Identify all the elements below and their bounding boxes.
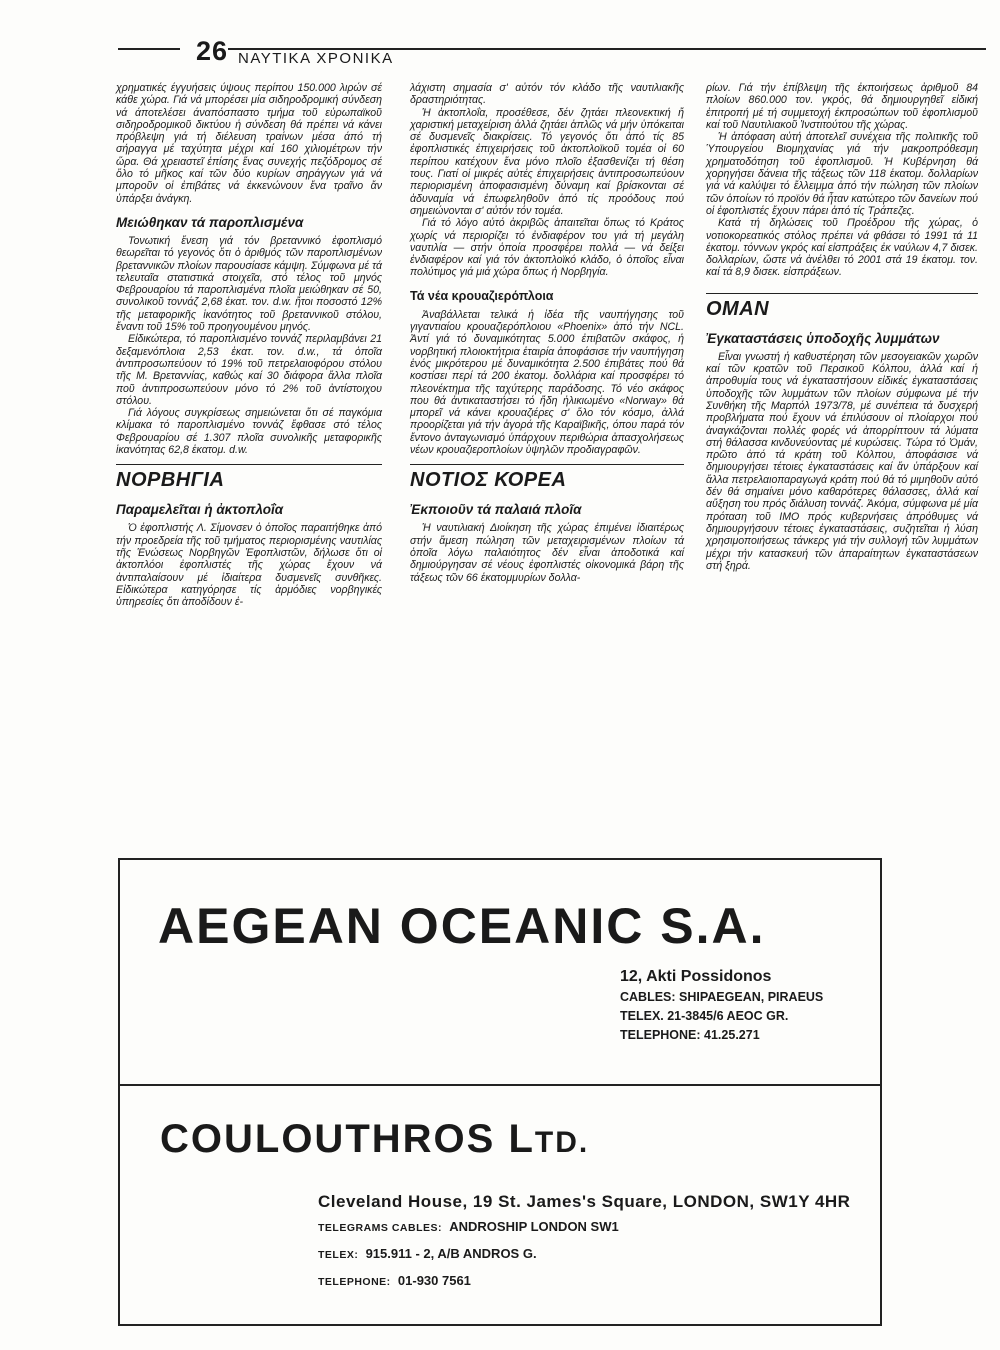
paragraph: ρίων. Γιά τήν ἐπίβλεψη τῆς ἐκποιήσεως ἀριθμοῦ 84 πλοίων 860.000 τον. γκρός, θά δημιουργηθεῖ εἰδική ἐπιτροπή μέ τή συμμετοχή ἐκπροσώπων τοῦ ἐφοπλισμοῦ καί τοῦ Ναυτιλιακοῦ Ἰνστιτούτου τῆς χώρας.: [706, 82, 978, 131]
country-heading: ΝΟΡΒΗΓΙΑ: [116, 464, 382, 492]
ad-telex: TELEX: 915.911 - 2, A/B ANDROS G.: [318, 1246, 537, 1261]
section-heading: Μειώθηκαν τά παροπλισμένα: [116, 214, 304, 230]
country-heading: ΝΟΤΙΟΣ ΚΟΡΕΑ: [410, 464, 684, 492]
article-column-2: [410, 82, 684, 584]
ad-address: Cleveland House, 19 St. James's Square, LONDON, SW1Y 4HR: [318, 1192, 851, 1211]
advertisement-box: [118, 858, 882, 1326]
ad-cables: CABLES: SHIPAEGEAN, PIRAEUS: [620, 990, 824, 1004]
ad-divider: [120, 1084, 880, 1086]
paragraph: Ἀναβάλλεται τελικά ἡ ἰδέα τῆς ναυπήγησης τοῦ γιγαντιαίου κρουαζιερόπλοιου «Phoenix» ἀπό τήν NCL. Ἀντί γιά τό δυναμικότητας 5.000 ἐπιβατῶν σκάφος, ἡ νορβητική πλοιοκτήτρια ἑταιρία ἀποφάσισε τήν ναυπήγηση ἑνός μικρότερου μέ δυναμικότητα 2.500 ἐπιβάτες πού θά κοστίσει περί τά 200 ἑκατομ. δολλάρια καί προσφέρει τό πλεονέκτημα τῆς ταχύτερης παράδοσης. Τό νέο σκάφος που θά ἀντικαταστήσει τό ἤδη ἡλικιωμένο «Norway» θά μπορεῖ νά κάνει κρουαζιέρες σ' ὅλο τόν κόσμο, ἀλλά προορίζεται γιά τήν ἀγορά τῆς Καραϊβικῆς, όπου παρά τόν ἔντονο ἀνταγωνισμό ὑπάρχουν περιθώρια ἀπασχολήσεως νέων κρουαζιεροπλοίων ὑψηλῶν προδιαγραφῶν.: [410, 308, 684, 457]
paragraph: λάχιστη σημασία σ' αὐτόν τόν κλάδο τῆς ναυτιλιακῆς δραστηριότητας.: [410, 82, 684, 107]
ltd-mark: LTD.: [508, 1117, 590, 1161]
paragraph: Ὁ ἐφοπλιστής Λ. Σίμονσεν ὁ ὁποῖος παραιτήθηκε ἀπό τήν προεδρεία τῆς τοῦ τμήματος περιορισμένης ναυτιλίας τῆς Ἑνώσεως Νορβηγῶν Ἐφοπλιστῶν, δήλωσε ὅτι οἱ ἀκτοπλόοι ἐφοπλιστές τῆς χώρας ἔχουν νά ἀντιπαλαίσουν μέ ἰδιαίτερα δυσμενεῖς συνθῆκες. Εἰδικώτερα κατηγόρησε τίς ἁρμόδιες νορβηγικές ὑπηρεσίες ὅτι ἀποδίδουν ἐ-: [116, 522, 382, 609]
coulouthros-contact: [318, 1190, 850, 1295]
paragraph: χρηματικές έγγυήσεις ύψους περίπου 150.000 λιρών σέ κάθε χώρα. Γιά νά μπορέσει μία σιδηροδρομική σύνδεση νά άποτελέσει άναπόσπαστο τμήμα τοῦ εὐρωπαϊκοῦ σιδηροδρομικοῦ δικτύου ἡ σύνδεση θά πρέπει νά κάνει πρόβλεψη γιά τή διέλευση τραίνων μέσα άπό τή σήραγγα μέ ταχύτητα μέχρι καί 160 χιλιομέτρων τήν ὥρα. Θά χρειαστεῖ ἐπίσης ἕνας συνεχής πεζόδρομος σέ ὅλο τό μῆκος καί τῶν δύο κυρίων σηράγγων γιά νά μποροῦν οἱ ἐπιβάτες νά ἐκκενώνουν ἕνα τραῖνο ἄν ὑπάρξει ἀνάγκη.: [116, 82, 382, 205]
paragraph: Γιά τό λόγο αὐτό ἀκριβῶς ἀπαιτεῖται ὅπως τό Κράτος χωρίς νά περιορίζει τό ἐνδιαφέρον του γιά τή μεγάλη ναυτιλία — στήν ὁποία προσφέρει πολλά — νά δείξει ἐνδιαφέρον καί γιά τόν ἀκτοπλοϊκό κλάδο, ὁ ὁποῖος εἶναι πολύτιμος γιά μιά χώρα ὅπως ἡ Νορβηγία.: [410, 217, 684, 279]
section-heading: Τά νέα κρουαζιερόπλοια: [410, 288, 554, 303]
section-heading: Ἐγκαταστάσεις ὑποδοχῆς λυμμάτων: [706, 330, 940, 346]
magazine-title: ΝΑΥΤΙΚΑ ΧΡΟΝΙΚΑ: [238, 50, 394, 67]
ad-telephone: TELEPHONE: 41.25.271: [620, 1028, 760, 1042]
aegean-oceanic-contact: [620, 966, 823, 1045]
article-column-1: [116, 82, 382, 608]
ad-telegrams: TELEGRAMS CABLES: ANDROSHIP LONDON SW1: [318, 1219, 619, 1234]
coulouthros-title: [160, 1116, 589, 1166]
ad-telephone: TELEPHONE: 01-930 7561: [318, 1273, 471, 1288]
paragraph: Γιά λόγους συγκρίσεως σημειώνεται ὅτι σέ παγκόμια κλίμακα τό παροπλισμένο τοννάζ ἔφθασε στό τέλος Φεβρουαρίου σέ 1.307 πλοῖα συνολικῆς μεταφορικῆς ἱκανότητας 62,8 ἑκατομ. d.w.: [116, 407, 382, 457]
paragraph: Ἡ ἀπόφαση αὐτή ἀποτελεῖ συνέχεια τῆς πολιτικῆς τοῦ Ὑπουργείου Βιομηχανίας γιά τήν μακροπρόθεσμη χρηματοδότηση τοῦ ἐφοπλισμοῦ. Ἡ Κυβέρνηση θά χορηγήσει δάνεια τῆς τάξεως τῶν 118 ἑκατομ. δολλαρίων γιά νά καλύψει τό ἔλλειμμα ἀπό τήν πώληση τῶν πλοίων τῶν ὁποίων τό προϊόν θά ἦταν κατώτερο τῶν δανείων πού οἱ ἐφοπλιστές ἔχουν πάρει ἀπό τίς Τράπεζες.: [706, 131, 978, 217]
paragraph: Κατά τή δηλώσεις τοῦ Προέδρου τῆς χώρας, ὁ νοτιοκορεατικός στόλος πρέπει νά φθάσει τό 1991 τά 11 ἑκατομ. τόννων γκρός καί εἰσπράξεις ἐκ ναύλων 4,7 δισεκ. δολλαρίων, ὥστε νά ἀνέλθει τό 2001 στά 19 ἑκατομ. τον. καί τά 8,9 δισεκ. εἰσπράξεων.: [706, 217, 978, 279]
ad-telex: TELEX. 21-3845/6 AEOC GR.: [620, 1009, 789, 1023]
ad-address: 12, Akti Possidonos: [620, 968, 772, 985]
paragraph: Εἶναι γνωστή ἡ καθυστέρηση τῶν μεσογειακῶν χωρῶν καί τῶν κρατῶν τοῦ Περσικοῦ Κόλπου, ἀλλά καί ἡ ἀπροθυμία τους νά ἐγκαταστήσουν εἰδικές ἐγκαταστάσεις ὑποδοχῆς τῶν λυμμάτων τῶν πλοίων σύμφωνα μέ τήν Συνθήκη τῆς Μαρπόλ 1973/78, μέ συνέπεια τά δυσχερή προβλήματα πού ἔχουν νά ἐπιλύσουν οἱ πλοίαρχοι πού ἀναγκάζονται πολλές φορές νά ἀπορρίπτουν τά λύματα στή θάλασσα κινδυνεύοντας μέ κυρώσεις. Τώρα τό Ὀμάν, πρῶτο ἀπό τά κράτη τοῦ Κόλπου, ἀποφάσισε νά δημιουργήσει τέτοιες ἐγκαταστάσεις καί ἄν ὑπάρξουν καί ἄλλα πετρελαιοπαραγωγά κράτη πού θά τό μιμηθοῦν αὐτό δέν θά σημαίνει μόνο καθαρότερες θάλασσες, ἀλλά καί αὔξηση του πρός διάλυση τοννάζ. Ἀκόμα, σύμφωνα μέ μία πρόταση τοῦ ΙΜΟ πρός κυβερνήσεις ἀπρόθυμες νά δημιουργήσουν τέτοιες ἐγκαταστάσεις, συζητεῖται ἡ λύση χρησιμοποιήσεως τάνκερς γιά τήν συλλογή τῶν λυμμάτων μέχρι τήν κατασκευή τῶν ἀπαραίτητων ἐγκαταστάσεων στή ξηρά.: [706, 350, 978, 572]
paragraph: Ἡ ναυτιλιακή Διοίκηση τῆς χώρας ἐπιμένει ἰδιαιτέρως στήν ἄμεση πώληση τῶν μεταχειρισμένων πλοίων τά ὁποῖα λόγω παλαιότητος δέν εἶναι ἀποδοτικά καί δημιούργησαν σέ νέους ἐφοπλιστές οἰκονομικά βάρη τῆς τάξεως τῶν 66 ἑκατομμυρίων δολλα-: [410, 522, 684, 584]
paragraph: Εἰδικώτερα, τό παροπλισμένο τοννάζ περιλαμβάνει 21 δεξαμενόπλοια 2,53 ἑκατ. τον. d.w., τά ὁποῖα ἀντιπροσωπεύουν τό 19% τοῦ πετρελαιοφόρου στόλου τῆς Μ. Βρεταννίας, καθώς καί 30 διάφορα ἄλλα πλοῖα ποῦ ἀντιπροσωπεύουν μόνο τό 2% τοῦ ἀντίστοιχου στόλου.: [116, 333, 382, 407]
article-column-3: [706, 82, 978, 572]
coulouthros-name: COULOUTHROS: [160, 1117, 496, 1161]
page-number: 26: [196, 36, 229, 66]
paragraph: Τονωτική ἔνεση γιά τόν βρεταννικό ἐφοπλισμό θεωρεῖται τό γεγονός ὅτι ὁ ἀριθμός τῶν παροπλισμένων βρεταννικῶν πλοίων παρουσίασε κάμψη. Σύμφωνα μέ τά τελευταῖα στατιστικά στοιχεῖα, στό τέλος τοῦ μηνός Φεβρουαρίου τά παροπλισμένα πλοῖα μειώθηκαν σέ 50, συνολικοῦ τοννάζ 2,68 ἑκατ. τον. d.w. ἤτοι ποσοστό 12% τῆς μεταφορικῆς ἱκανότητος τοῦ βρεταννικοῦ στόλου, ἔναντι τοῦ 15% τοῦ προηγουμένου μηνός.: [116, 234, 382, 334]
header-rule-left: [118, 48, 180, 50]
section-heading: Ἐκποιοῦν τά παλαιά πλοῖα: [410, 502, 582, 518]
section-heading: Παραμελεῖται ἡ ἀκτοπλοΐα: [116, 502, 284, 518]
country-heading: ΟΜΑΝ: [706, 293, 978, 321]
paragraph: Ἡ ἀκτοπλοΐα, προσέθεσε, δέν ζητάει πλεονεκτική ἤ χαριστική μεταχείριση ἀλλά ζητάει ἁπλῶς νά μήν ὑπόκειται σέ δυσμενεῖς διακρίσεις. Τό γεγονός ὅτι ἀπό τίς 85 ἐφοπλιστικές ἐπιχειρήσεις τοῦ ἀκτοπλοϊκοῦ τομέα οἱ 60 περίπου κατέχουν ἕνα μόνο πλοῖο ἐξασθενίζει τή θέση τους. Γιατί οἱ μικρές αὐτές ἐπιχειρήσεις ἀντιπροσωπεύουν περιορισμένη ἀποφασισμένη δύναμη καί βρίσκονται σέ ἀδυναμία νά ἐπωφεληθοῦν ἀπό τίς προόδους πού σημειώνονται σ' αὐτόν τόν τομέα.: [410, 106, 684, 217]
aegean-oceanic-title: AEGEAN OCEANIC S.A.: [158, 898, 766, 954]
